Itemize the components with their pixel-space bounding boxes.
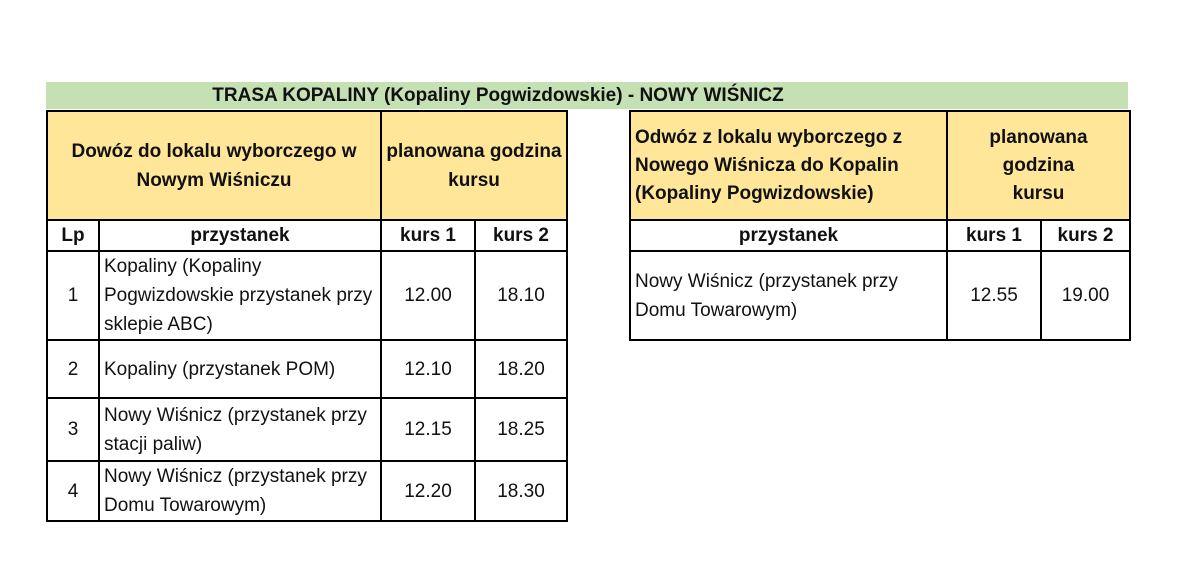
- header-row: [47, 111, 567, 220]
- row-stop: Nowy Wiśnicz (przystanek przy Domu Towarowym): [99, 461, 381, 521]
- header-route: Dowóz do lokalu wyborczego w Nowym Wiśniczu: [47, 111, 381, 220]
- row-stop: Kopaliny (Kopaliny Pogwizdowskie przystanek przy sklepie ABC): [99, 251, 381, 340]
- page-title: TRASA KOPALINY (Kopaliny Pogwizdowskie) - NOWY WIŚNICZ: [212, 85, 784, 106]
- schedule-table-left: [46, 110, 568, 522]
- schedule-table-right: [629, 110, 1131, 341]
- col-lp: Lp: [47, 220, 99, 251]
- col-stop: przystanek: [99, 220, 381, 251]
- table-row: [47, 340, 567, 398]
- row-kurs2: 18.25: [475, 398, 567, 461]
- table-row: [47, 398, 567, 461]
- row-stop: Kopaliny (przystanek POM): [99, 340, 381, 398]
- row-kurs2: 18.20: [475, 340, 567, 398]
- row-kurs1: 12.10: [381, 340, 475, 398]
- header-row: [630, 111, 1130, 220]
- table-row: [47, 251, 567, 340]
- column-header-row: [47, 220, 567, 251]
- col-kurs2: kurs 2: [1041, 220, 1130, 251]
- row-kurs1: 12.20: [381, 461, 475, 521]
- column-header-row: [630, 220, 1130, 251]
- row-lp: 1: [47, 251, 99, 340]
- row-kurs2: 18.30: [475, 461, 567, 521]
- row-kurs2: 19.00: [1041, 251, 1130, 340]
- row-kurs2: 18.10: [475, 251, 567, 340]
- row-lp: 3: [47, 398, 99, 461]
- table-row: [630, 251, 1130, 340]
- col-kurs1: kurs 1: [381, 220, 475, 251]
- col-stop: przystanek: [630, 220, 947, 251]
- row-kurs1: 12.00: [381, 251, 475, 340]
- row-stop: Nowy Wiśnicz (przystanek przy Domu Towarowym): [630, 251, 947, 340]
- row-kurs1: 12.55: [947, 251, 1041, 340]
- col-kurs2: kurs 2: [475, 220, 567, 251]
- page-title-bar: [46, 82, 1128, 109]
- header-time: planowana godzina kursu: [947, 111, 1130, 220]
- header-time: planowana godzina kursu: [381, 111, 567, 220]
- row-lp: 4: [47, 461, 99, 521]
- row-kurs1: 12.15: [381, 398, 475, 461]
- row-lp: 2: [47, 340, 99, 398]
- header-route: Odwóz z lokalu wyborczego z Nowego Wiśnicza do Kopalin (Kopaliny Pogwizdowskie): [630, 111, 947, 220]
- col-kurs1: kurs 1: [947, 220, 1041, 251]
- table-row: [47, 461, 567, 521]
- row-stop: Nowy Wiśnicz (przystanek przy stacji paliw): [99, 398, 381, 461]
